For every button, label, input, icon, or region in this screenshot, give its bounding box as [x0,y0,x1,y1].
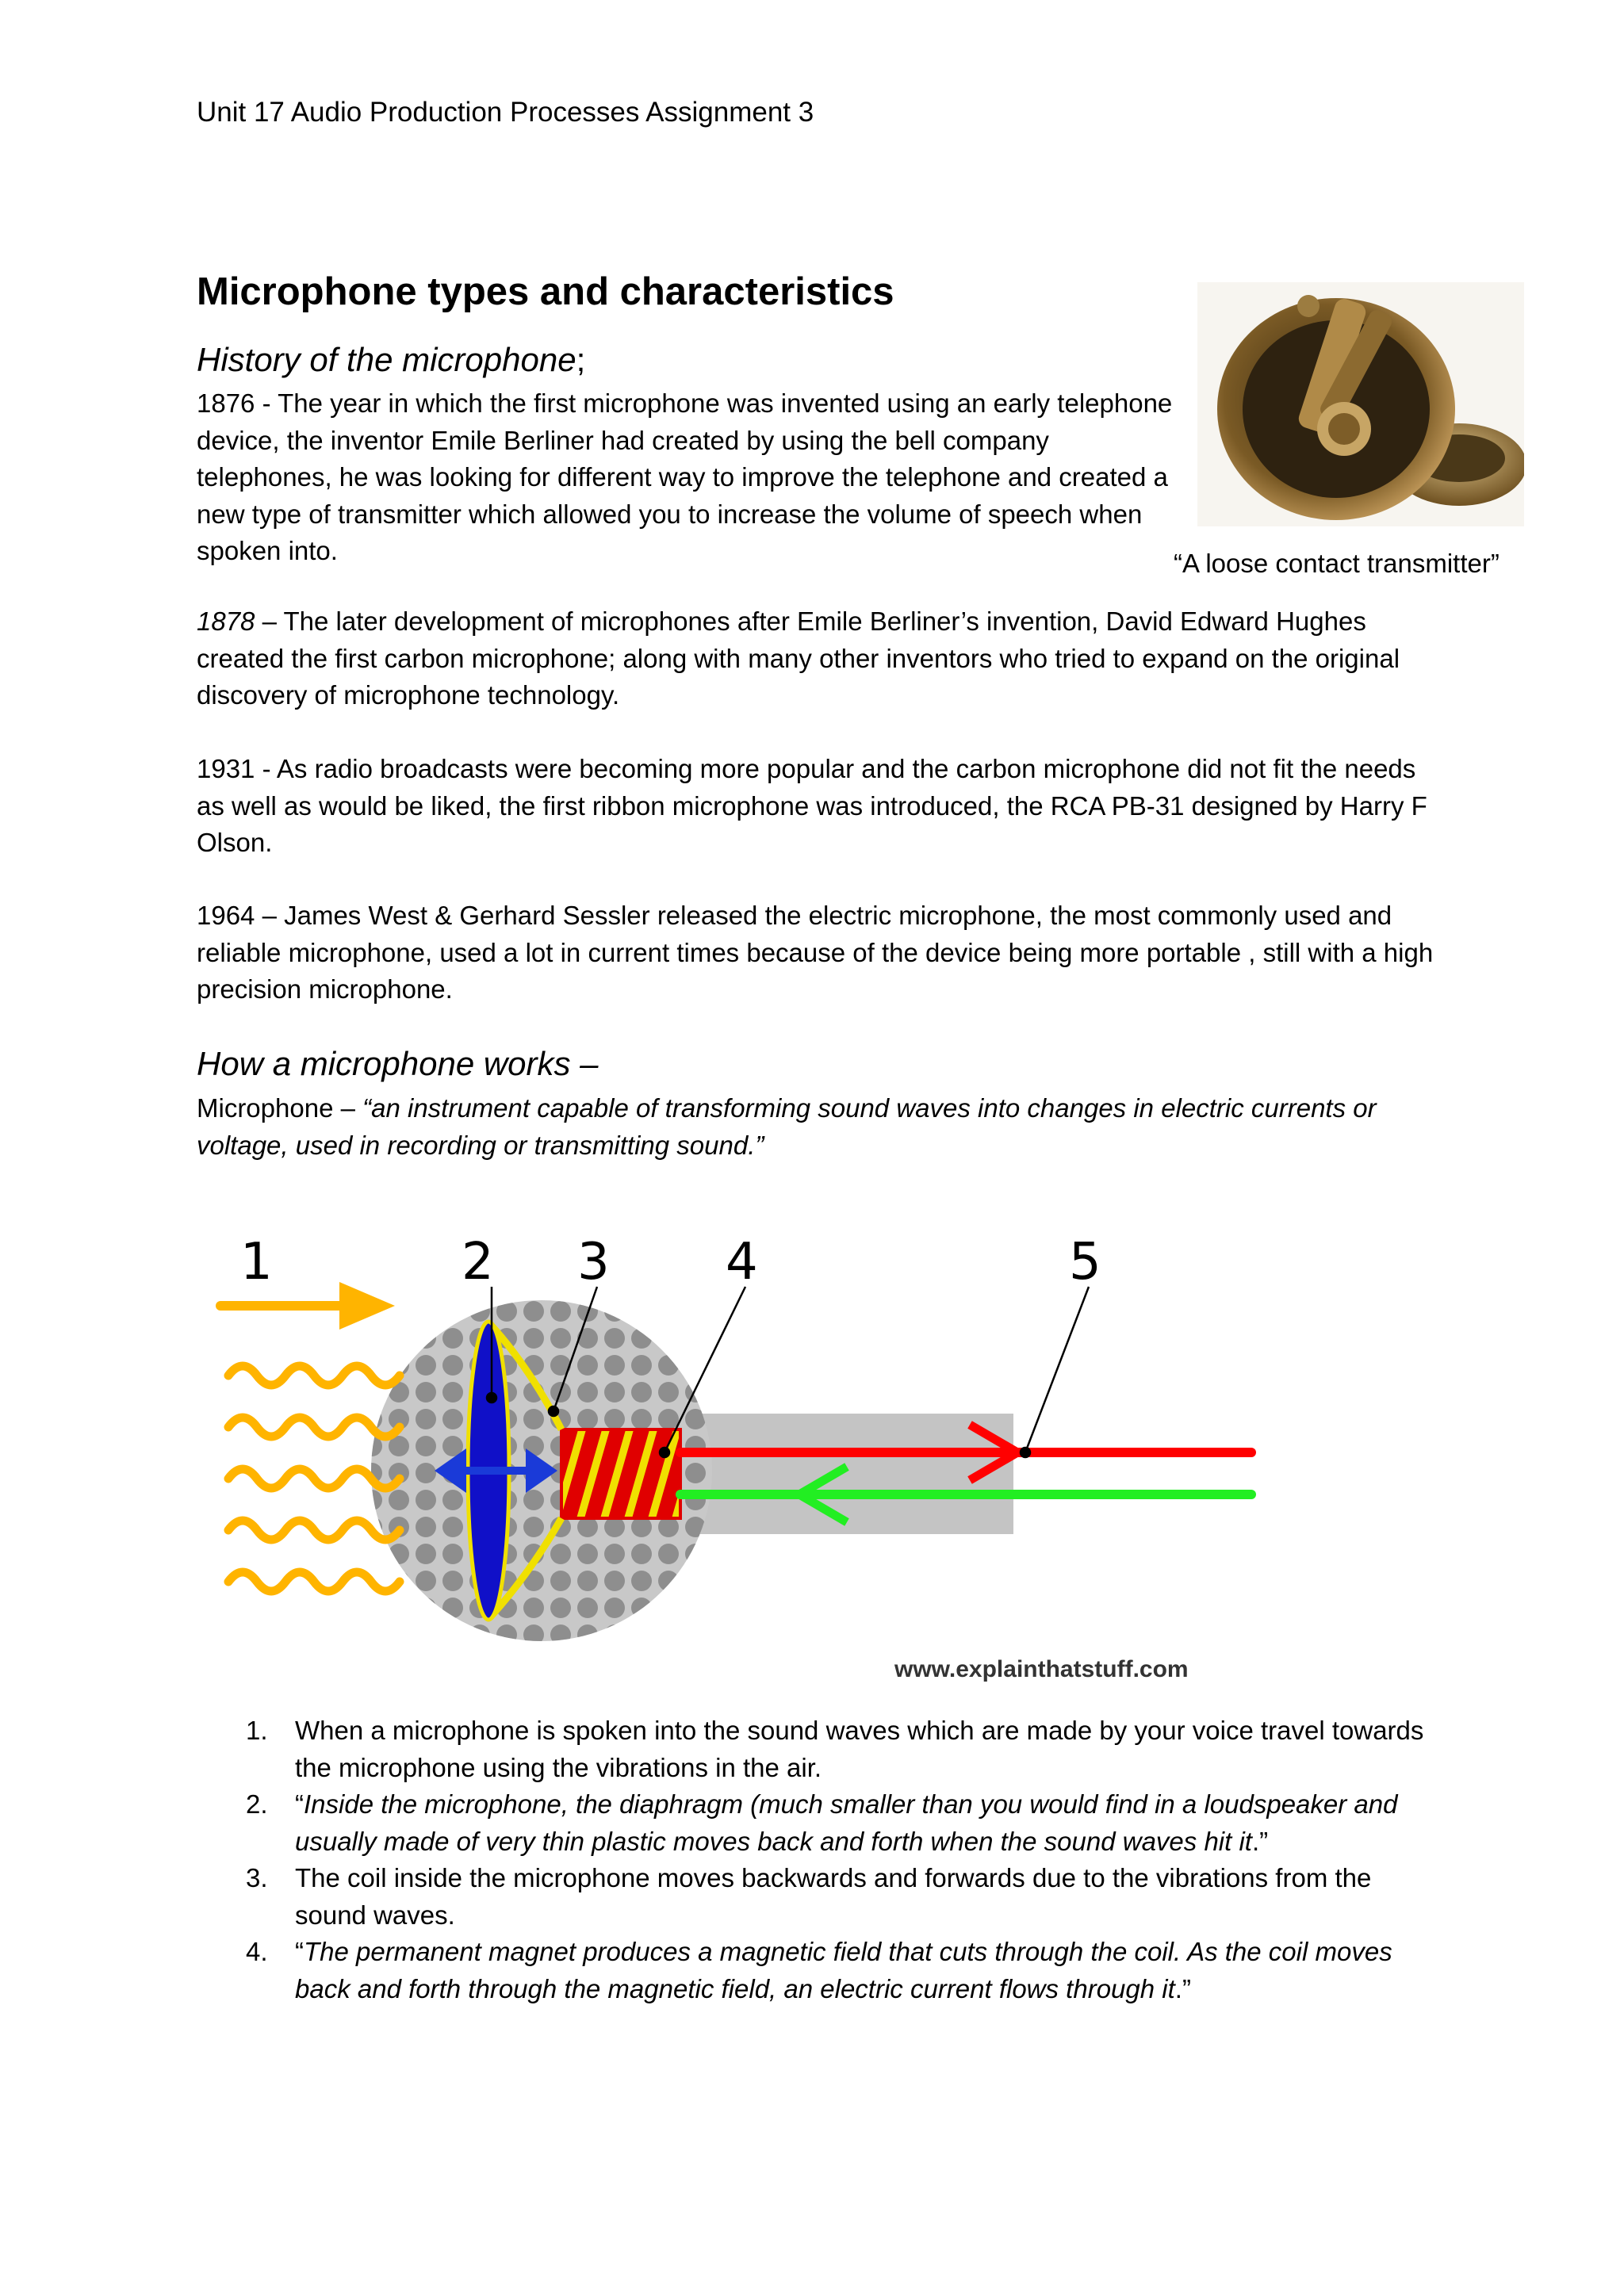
quote-open: “ [295,1789,304,1819]
history-heading [197,341,585,379]
history-1878-text: – The later development of microphones after Emile Berliner’s invention, David Edward Hughes created the first carbon microphone; along with many other inventors who tried to expand on the original discovery of microphone technology. [197,607,1400,710]
list-item [197,1860,1434,1934]
diagram-credit: www.explainthatstuff.com [894,1656,1189,1682]
list-number: 2. [246,1789,268,1819]
list-number: 4. [246,1937,268,1966]
diagram-label-4: 4 [726,1233,758,1292]
history-1876-paragraph: 1876 - The year in which the first microphone was invented using an early telephone device, the inventor Emile Berliner had created by using the bell company telephones, he was looking for different way to improve the telephone and created a new type of transmitter which allowed you to increase the volume of speech when spoken into. [197,388,1173,565]
transmitter-photo [1197,282,1524,526]
diagram-label-3: 3 [577,1233,610,1292]
how-heading: How a microphone works – [197,1045,599,1082]
history-1931-paragraph: 1931 - As radio broadcasts were becoming more popular and the carbon microphone did not fit the needs as well as would be liked, the first ribbon microphone was introduced, the RCA PB-31 designed by Harry F Olson. [197,754,1427,857]
step-text: The permanent magnet produces a magnetic field that cuts through the coil. As the coil moves back and forth through the magnetic field, an electric current flows through it [295,1937,1392,2003]
microphone-definition [197,1090,1450,1164]
diagram-label-1: 1 [240,1233,273,1292]
quote-open: “ [295,1937,304,1966]
definition-quote: “an instrument capable of transforming sound waves into changes in electric currents or voltage, used in recording or transmitting sound.” [197,1093,1377,1160]
diagram-label-5: 5 [1069,1233,1101,1292]
coil [561,1429,680,1518]
sound-waves [228,1366,400,1591]
quote-close: .” [1174,1973,1191,2003]
history-1964-paragraph: 1964 – James West & Gerhard Sessler released the electric microphone, the most commonly used and reliable microphone, used a lot in current times because of the device being more portable , still with a high precision microphone. [197,901,1434,1004]
history-heading-text: History of the microphone [197,341,576,378]
list-number: 3. [246,1863,268,1892]
list-item [197,1712,1434,1786]
list-item [197,1934,1434,2007]
list-item [197,1786,1434,1860]
steps-list [197,1712,1434,2007]
quote-close: .” [1251,1826,1269,1856]
step-text: The coil inside the microphone moves backwards and forwards due to the vibrations from the sound waves. [295,1863,1372,1930]
diagram-label-2: 2 [462,1233,494,1292]
photo-caption: “A loose contact transmitter” [1174,549,1500,578]
definition-prefix: Microphone – [197,1093,363,1123]
page-header: Unit 17 Audio Production Processes Assignment 3 [197,97,814,128]
list-number: 1. [246,1716,268,1745]
page-title: Microphone types and characteristics [197,270,894,313]
microphone-diagram [197,1217,1259,1693]
year-1878: 1878 [197,607,255,636]
step-text: Inside the microphone, the diaphragm (much smaller than you would find in a loudspeaker and usually made of very thin plastic moves back and forth when the sound waves hit it [295,1789,1398,1856]
step-text: When a microphone is spoken into the sound waves which are made by your voice travel towards the microphone using the vibrations in the air. [295,1716,1424,1782]
history-heading-suffix: ; [576,341,586,378]
history-1878-paragraph [197,603,1450,714]
